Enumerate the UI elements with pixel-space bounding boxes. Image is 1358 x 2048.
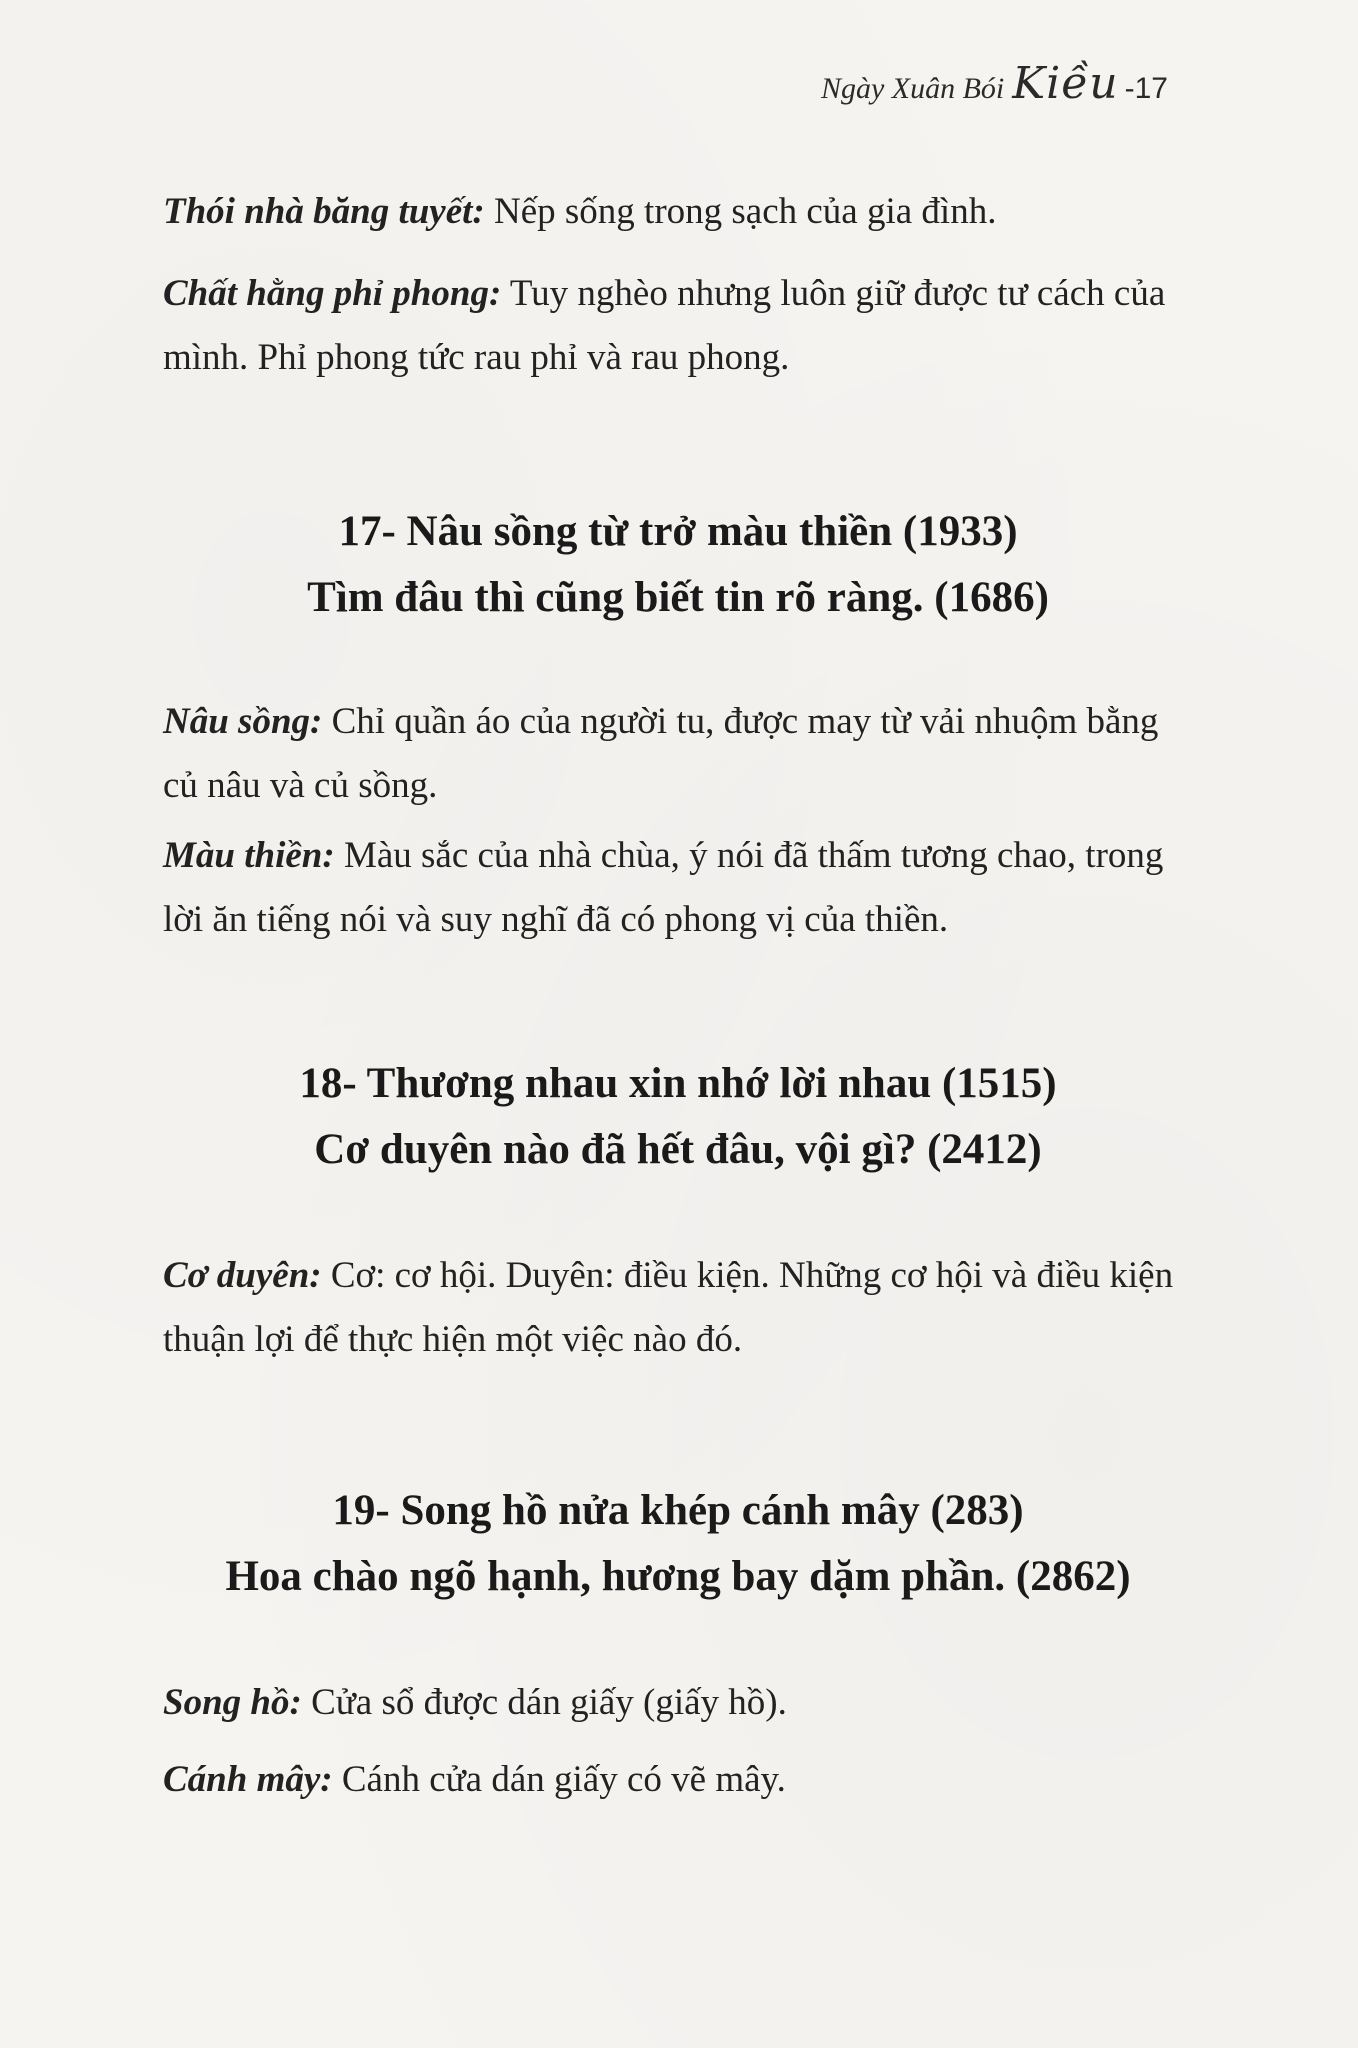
note-paragraph	[163, 1748, 1193, 1812]
note-term: Cơ duyên:	[163, 1255, 322, 1296]
note-paragraph	[163, 1671, 1193, 1735]
note-text: Chỉ quần áo của người tu, được may từ vải nhuộm bằng củ nâu và củ sồng.	[163, 701, 1159, 806]
separator: -	[1124, 72, 1135, 105]
note-text: Cánh cửa dán giấy có vẽ mây.	[332, 1759, 786, 1800]
note-text: Cơ: cơ hội. Duyên: điều kiện. Những cơ hội và điều kiện thuận lợi để thực hiện một việc nào đó.	[163, 1255, 1174, 1360]
note-text: Màu sắc của nhà chùa, ý nói đã thấm tương chao, trong lời ăn tiếng nói và suy nghĩ đã có phong vị của thiền.	[163, 835, 1164, 940]
note-paragraph	[163, 262, 1193, 390]
verse-19	[163, 1478, 1193, 1610]
verse-line: 19- Song hồ nửa khép cánh mây (283)	[332, 1487, 1024, 1534]
verse-line: Cơ duyên nào đã hết đâu, vội gì? (2412)	[314, 1126, 1042, 1173]
note-term: Cánh mây:	[163, 1759, 333, 1800]
running-header	[821, 58, 1168, 109]
note-text: Tuy nghèo nhưng luôn giữ được tư cách của mình. Phỉ phong tức rau phỉ và rau phong.	[163, 273, 1166, 378]
note-term: Màu thiền:	[163, 835, 335, 876]
note-text: Cửa sổ được dán giấy (giấy hồ).	[301, 1682, 787, 1723]
signature-script: Kiều	[1012, 58, 1119, 109]
note-paragraph	[163, 180, 1193, 244]
verse-line: 18- Thương nhau xin nhớ lời nhau (1515)	[299, 1060, 1057, 1107]
note-text: Nếp sống trong sạch của gia đình.	[484, 191, 997, 232]
verse-line: Hoa chào ngõ hạnh, hương bay dặm phần. (2862)	[225, 1553, 1131, 1600]
note-term: Nâu sồng:	[163, 701, 323, 742]
note-paragraph	[163, 1244, 1193, 1372]
verse-line: Tìm đâu thì cũng biết tin rõ ràng. (1686)	[307, 574, 1049, 621]
verse-17	[163, 499, 1193, 631]
page-number: 17	[1134, 72, 1168, 105]
note-paragraph	[163, 824, 1193, 952]
note-term: Chất hằng phỉ phong:	[163, 273, 502, 314]
note-paragraph	[163, 690, 1193, 818]
running-title: Ngày Xuân Bói	[820, 72, 1005, 105]
verse-line: 17- Nâu sồng từ trở màu thiền (1933)	[338, 508, 1018, 555]
verse-18	[163, 1051, 1193, 1183]
note-term: Thói nhà băng tuyết:	[163, 191, 485, 232]
note-term: Song hồ:	[163, 1682, 302, 1723]
